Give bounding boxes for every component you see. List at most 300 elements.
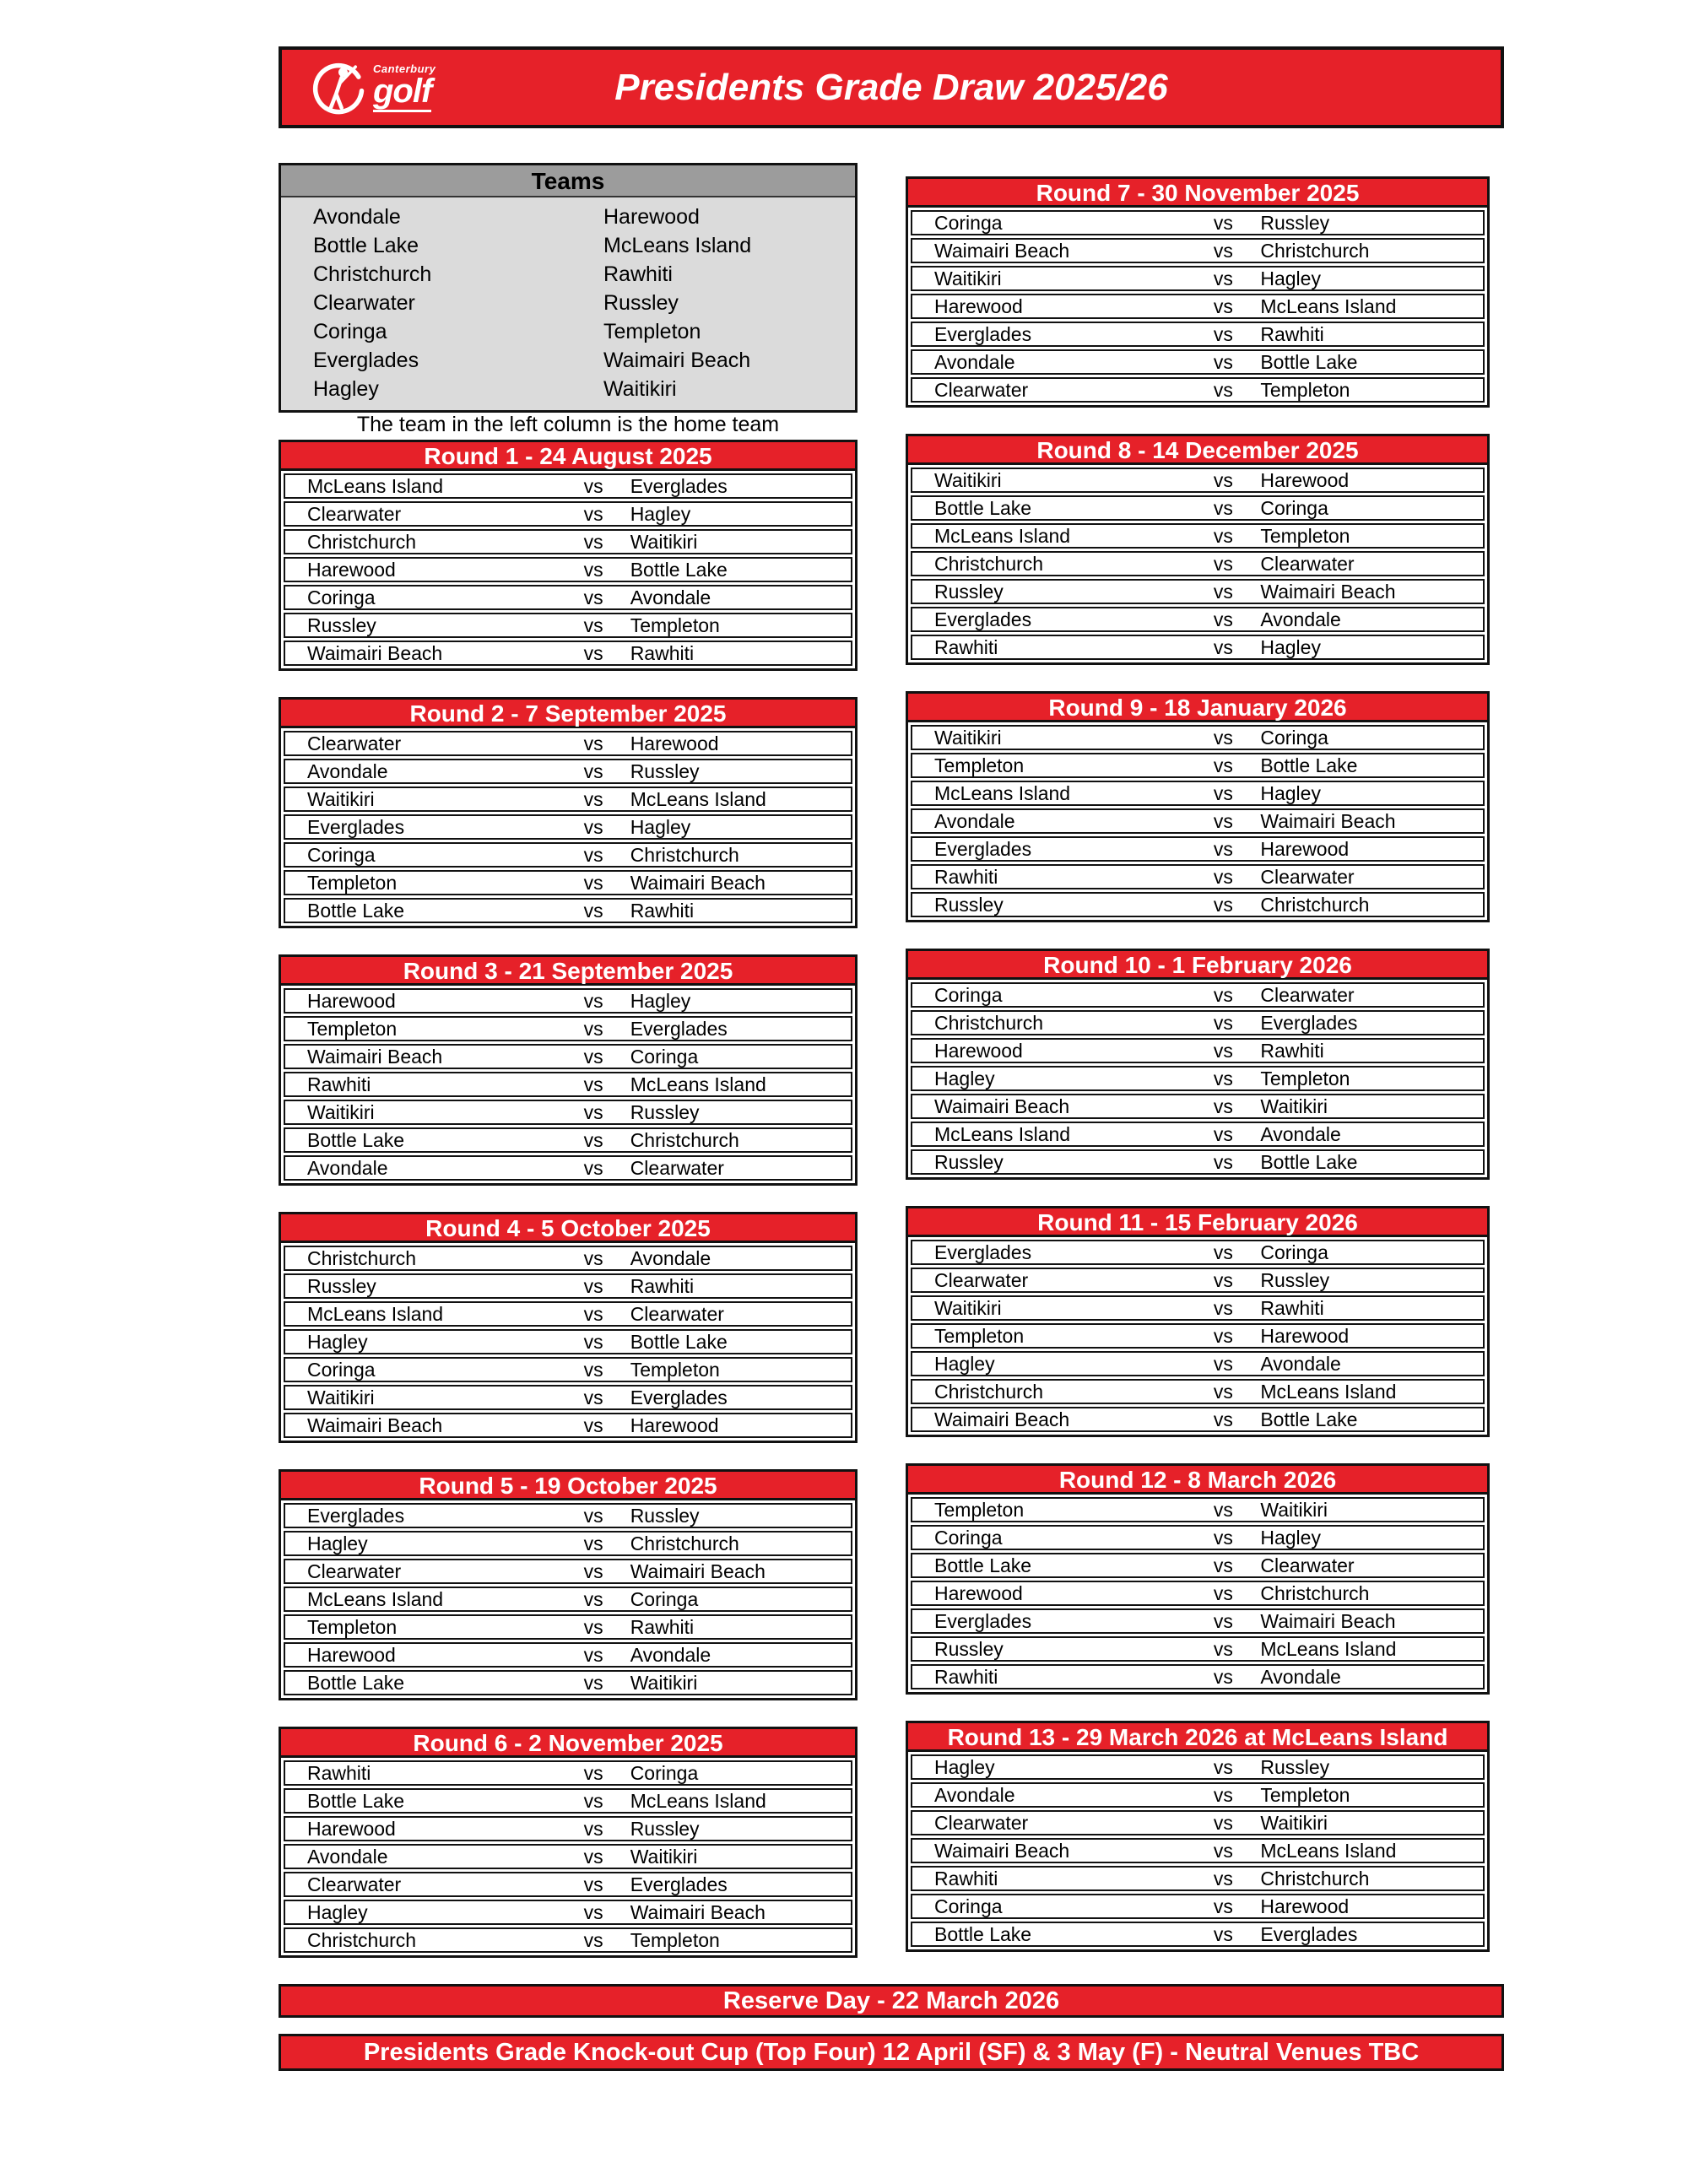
away-team: Coringa (1260, 1241, 1328, 1263)
fixture-row (911, 1010, 1485, 1035)
away-team: Templeton (630, 1359, 720, 1381)
away-team: Clearwater (1260, 984, 1355, 1006)
team-name: Rawhiti (603, 262, 673, 286)
fixture-row (911, 1553, 1485, 1578)
vs-label: vs (1213, 240, 1233, 262)
vs-label: vs (583, 1129, 603, 1151)
vs-label: vs (1213, 379, 1233, 401)
away-team: Templeton (1260, 525, 1350, 547)
away-team: Waimairi Beach (1260, 810, 1396, 832)
home-team: Templeton (307, 872, 398, 894)
team-name: Russley (603, 291, 679, 315)
home-team: McLeans Island (307, 1588, 444, 1610)
away-team: Everglades (630, 1873, 728, 1895)
vs-label: vs (1213, 727, 1233, 749)
away-team: Everglades (1260, 1923, 1358, 1945)
away-team: Hagley (1260, 782, 1321, 804)
home-team: Waimairi Beach (934, 1408, 1070, 1430)
home-team: Christchurch (307, 1247, 417, 1269)
vs-label: vs (1213, 581, 1233, 603)
vs-label: vs (1213, 1638, 1233, 1660)
fixture-row (911, 1122, 1485, 1147)
away-team: Coringa (630, 1588, 699, 1610)
fixture-row (911, 982, 1485, 1008)
round-table (279, 697, 858, 928)
home-team: Hagley (307, 1331, 368, 1353)
home-team: Christchurch (934, 1381, 1044, 1403)
round-header: Round 13 - 29 March 2026 at McLeans Island (908, 1723, 1487, 1752)
fixture-row (911, 1066, 1485, 1091)
home-team: McLeans Island (934, 1123, 1071, 1145)
round-header: Round 9 - 18 January 2026 (908, 694, 1487, 722)
fixture-row (911, 1608, 1485, 1634)
home-team: Everglades (307, 816, 405, 838)
vs-label: vs (1213, 1408, 1233, 1430)
away-team: Rawhiti (630, 642, 695, 664)
away-team: McLeans Island (630, 788, 766, 810)
home-team: Christchurch (934, 1012, 1044, 1034)
away-team: Russley (1260, 1269, 1330, 1291)
home-team: Bottle Lake (934, 1554, 1032, 1576)
fixture-row (284, 731, 852, 756)
vs-label: vs (583, 900, 603, 922)
away-team: Hagley (630, 503, 691, 525)
home-team: Waitikiri (934, 469, 1002, 491)
fixture-row (911, 238, 1485, 263)
away-team: Clearwater (1260, 1554, 1355, 1576)
away-team: Avondale (1260, 1353, 1341, 1375)
away-team: Harewood (1260, 1325, 1350, 1347)
home-team: Russley (934, 1151, 1004, 1173)
home-team: Waitikiri (934, 727, 1002, 749)
away-team: Rawhiti (1260, 1297, 1324, 1319)
away-team: Waitikiri (630, 1672, 698, 1694)
fixture-row (284, 870, 852, 895)
fixture-row (911, 1295, 1485, 1321)
away-team: Avondale (1260, 608, 1341, 630)
home-team: Avondale (307, 760, 388, 782)
vs-label: vs (583, 614, 603, 636)
away-team: Hagley (630, 816, 691, 838)
away-team: Waitikiri (630, 531, 698, 553)
home-team: Hagley (934, 1353, 995, 1375)
vs-label: vs (583, 559, 603, 581)
away-team: Bottle Lake (1260, 1151, 1358, 1173)
away-team: Christchurch (630, 1533, 739, 1554)
away-team: Waimairi Beach (1260, 1610, 1396, 1632)
teams-box (279, 163, 858, 413)
fixture-row (911, 1581, 1485, 1606)
fixture-row (911, 377, 1485, 403)
fixture-row (284, 1385, 852, 1410)
round-header: Round 3 - 21 September 2025 (281, 957, 855, 986)
vs-label: vs (1213, 1269, 1233, 1291)
away-team: Waitikiri (1260, 1812, 1328, 1834)
fixture-row (911, 1094, 1485, 1119)
round-fixtures (908, 982, 1487, 1177)
away-team: Hagley (1260, 1527, 1321, 1549)
vs-label: vs (583, 1157, 603, 1179)
round-header: Round 12 - 8 March 2026 (908, 1466, 1487, 1495)
home-team: Coringa (307, 587, 376, 608)
fixture-row (911, 1149, 1485, 1175)
vs-label: vs (1213, 469, 1233, 491)
vs-label: vs (583, 1588, 603, 1610)
fixture-row (911, 1268, 1485, 1293)
fixture-row (284, 842, 852, 868)
vs-label: vs (1213, 1527, 1233, 1549)
fixture-row (911, 1664, 1485, 1689)
fixture-row (911, 468, 1485, 493)
away-team: Rawhiti (1260, 1040, 1324, 1062)
away-team: Avondale (1260, 1123, 1341, 1145)
fixture-row (284, 613, 852, 638)
fixture-row (284, 1072, 852, 1097)
home-team: Clearwater (934, 379, 1029, 401)
teams-header: Teams (281, 165, 855, 197)
vs-label: vs (583, 642, 603, 664)
fixture-row (911, 1497, 1485, 1522)
away-team: Coringa (630, 1046, 699, 1068)
round-header: Round 6 - 2 November 2025 (281, 1729, 855, 1758)
vs-label: vs (583, 1046, 603, 1068)
away-team: Hagley (1260, 636, 1321, 658)
home-team: McLeans Island (934, 525, 1071, 547)
teams-list (281, 197, 855, 410)
fixture-row (284, 1413, 852, 1438)
fixture-row (284, 759, 852, 784)
vs-label: vs (583, 816, 603, 838)
home-team: Harewood (934, 1040, 1023, 1062)
round-fixtures (281, 1760, 855, 1955)
teams-note: The team in the left column is the home team (356, 413, 780, 436)
home-team: Waimairi Beach (307, 1414, 443, 1436)
fixture-row (284, 1503, 852, 1528)
vs-label: vs (583, 503, 603, 525)
vs-label: vs (1213, 1554, 1233, 1576)
away-team: Avondale (1260, 1666, 1341, 1688)
away-team: Waimairi Beach (630, 1901, 766, 1923)
round-table (906, 1721, 1490, 1952)
away-team: Templeton (1260, 379, 1350, 401)
vs-label: vs (1213, 497, 1233, 519)
home-team: Templeton (934, 754, 1025, 776)
away-team: McLeans Island (630, 1073, 766, 1095)
vs-label: vs (1213, 1151, 1233, 1173)
away-team: Waimairi Beach (630, 1560, 766, 1582)
vs-label: vs (583, 1505, 603, 1527)
fixture-row (911, 607, 1485, 632)
team-name: Harewood (603, 205, 700, 229)
fixture-row (284, 988, 852, 1014)
home-team: Clearwater (307, 503, 402, 525)
away-team: Christchurch (630, 1129, 739, 1151)
vs-label: vs (1213, 1297, 1233, 1319)
home-team: Everglades (934, 1610, 1032, 1632)
fixture-row (284, 1155, 852, 1181)
fixture-row (284, 1127, 852, 1153)
away-team: Rawhiti (630, 1616, 695, 1638)
vs-label: vs (1213, 1923, 1233, 1945)
home-team: Everglades (934, 608, 1032, 630)
home-team: Waimairi Beach (307, 1046, 443, 1068)
round-header: Round 5 - 19 October 2025 (281, 1472, 855, 1500)
vs-label: vs (583, 1387, 603, 1408)
fixture-row (284, 473, 852, 499)
home-team: Clearwater (934, 1812, 1029, 1834)
home-team: Clearwater (307, 1560, 402, 1582)
away-team: Waitikiri (1260, 1095, 1328, 1117)
round-table (906, 434, 1490, 665)
home-team: Avondale (934, 351, 1015, 373)
fixture-row (284, 1016, 852, 1041)
away-team: Bottle Lake (630, 1331, 728, 1353)
away-team: Rawhiti (1260, 323, 1324, 345)
away-team: Coringa (1260, 727, 1328, 749)
teams-right-column (568, 203, 855, 403)
fixture-row (284, 1788, 852, 1814)
home-team: Coringa (934, 1527, 1003, 1549)
vs-label: vs (1213, 810, 1233, 832)
round-fixtures (908, 210, 1487, 405)
team-name: Templeton (603, 320, 701, 343)
fixture-row (911, 781, 1485, 806)
away-team: Christchurch (1260, 1868, 1370, 1889)
vs-label: vs (583, 733, 603, 754)
away-team: Rawhiti (630, 900, 695, 922)
home-team: Russley (934, 1638, 1004, 1660)
fixture-row (284, 1816, 852, 1841)
round-fixtures (281, 1246, 855, 1441)
fixture-row (911, 753, 1485, 778)
away-team: Templeton (1260, 1784, 1350, 1806)
fixture-row (911, 892, 1485, 917)
vs-label: vs (583, 1247, 603, 1269)
round-header: Round 1 - 24 August 2025 (281, 442, 855, 471)
fixture-row (284, 529, 852, 554)
home-team: Waitikiri (934, 1297, 1002, 1319)
team-name: Avondale (313, 205, 401, 229)
vs-label: vs (583, 1929, 603, 1951)
round-table (279, 440, 858, 671)
fixture-row (911, 808, 1485, 834)
home-team: Clearwater (307, 1873, 402, 1895)
fixture-row (284, 1559, 852, 1584)
home-team: Avondale (934, 1784, 1015, 1806)
away-team: Christchurch (1260, 894, 1370, 916)
home-team: Russley (307, 1275, 376, 1297)
fixture-row (284, 1301, 852, 1327)
fixture-row (911, 551, 1485, 576)
home-team: Coringa (307, 1359, 376, 1381)
vs-label: vs (583, 872, 603, 894)
home-team: Waimairi Beach (934, 1095, 1070, 1117)
vs-label: vs (1213, 754, 1233, 776)
vs-label: vs (583, 587, 603, 608)
home-team: Hagley (307, 1533, 368, 1554)
away-team: Bottle Lake (1260, 1408, 1358, 1430)
away-team: Clearwater (630, 1157, 724, 1179)
header-banner (279, 46, 1504, 128)
vs-label: vs (583, 1762, 603, 1784)
away-team: Everglades (1260, 1012, 1358, 1034)
fixture-row (284, 1872, 852, 1897)
home-team: Rawhiti (934, 1666, 998, 1688)
vs-label: vs (583, 1672, 603, 1694)
round-fixtures (281, 1503, 855, 1698)
team-name: Hagley (313, 377, 379, 401)
away-team: Christchurch (1260, 240, 1370, 262)
vs-label: vs (583, 1275, 603, 1297)
home-team: Bottle Lake (307, 1129, 405, 1151)
home-team: Templeton (307, 1616, 398, 1638)
fixture-row (911, 1810, 1485, 1835)
fixture-row (911, 1240, 1485, 1265)
fixture-row (911, 836, 1485, 862)
fixture-row (284, 1670, 852, 1695)
home-team: Harewood (307, 990, 396, 1012)
home-team: Bottle Lake (307, 900, 405, 922)
vs-label: vs (1213, 1666, 1233, 1688)
team-name: McLeans Island (603, 234, 752, 257)
vs-label: vs (1213, 782, 1233, 804)
vs-label: vs (1213, 1095, 1233, 1117)
round-table (279, 1727, 858, 1958)
fixture-row (284, 1844, 852, 1869)
team-name: Clearwater (313, 291, 415, 315)
home-team: Rawhiti (934, 866, 998, 888)
away-team: McLeans Island (630, 1790, 766, 1812)
away-team: Waimairi Beach (630, 872, 766, 894)
fixture-row (911, 1379, 1485, 1404)
vs-label: vs (583, 990, 603, 1012)
vs-label: vs (1213, 1381, 1233, 1403)
fixture-row (911, 1038, 1485, 1063)
away-team: Avondale (630, 587, 711, 608)
vs-label: vs (583, 1414, 603, 1436)
home-team: Templeton (934, 1325, 1025, 1347)
round-table (279, 954, 858, 1186)
away-team: Templeton (1260, 1068, 1350, 1089)
home-team: Waitikiri (934, 268, 1002, 289)
vs-label: vs (583, 760, 603, 782)
away-team: Russley (630, 1101, 700, 1123)
vs-label: vs (583, 1018, 603, 1040)
fixture-row (284, 1273, 852, 1299)
vs-label: vs (1213, 838, 1233, 860)
home-team: Christchurch (934, 553, 1044, 575)
away-team: Everglades (630, 1018, 728, 1040)
logo-brand-main: golf (373, 74, 431, 112)
vs-label: vs (1213, 1353, 1233, 1375)
away-team: Harewood (1260, 1895, 1350, 1917)
away-team: Templeton (630, 614, 720, 636)
vs-label: vs (583, 1818, 603, 1840)
vs-label: vs (1213, 1868, 1233, 1889)
away-team: Avondale (630, 1644, 711, 1666)
away-team: McLeans Island (1260, 1381, 1397, 1403)
away-team: Harewood (630, 733, 719, 754)
fixture-row (284, 1760, 852, 1786)
home-team: Christchurch (307, 1929, 417, 1951)
round-header: Round 7 - 30 November 2025 (908, 179, 1487, 208)
vs-label: vs (1213, 1068, 1233, 1089)
home-team: Coringa (934, 1895, 1003, 1917)
vs-label: vs (583, 1644, 603, 1666)
vs-label: vs (583, 1303, 603, 1325)
home-team: Rawhiti (934, 1868, 998, 1889)
fixture-row (911, 294, 1485, 319)
vs-label: vs (1213, 1012, 1233, 1034)
round-fixtures (908, 1240, 1487, 1435)
vs-label: vs (583, 788, 603, 810)
away-team: Waitikiri (1260, 1499, 1328, 1521)
fixture-row (284, 1614, 852, 1640)
round-header: Round 11 - 15 February 2026 (908, 1208, 1487, 1237)
fixture-row (284, 1642, 852, 1668)
round-header: Round 2 - 7 September 2025 (281, 700, 855, 728)
round-header: Round 10 - 1 February 2026 (908, 951, 1487, 980)
home-team: Harewood (934, 295, 1023, 317)
fixture-row (911, 635, 1485, 660)
away-team: Harewood (1260, 469, 1350, 491)
vs-label: vs (583, 1560, 603, 1582)
team-name: Everglades (313, 349, 419, 372)
round-fixtures (281, 988, 855, 1183)
fixture-row (911, 1323, 1485, 1349)
round-table (906, 1206, 1490, 1437)
vs-label: vs (1213, 212, 1233, 234)
fixture-row (284, 898, 852, 923)
home-team: Hagley (934, 1756, 995, 1778)
fixture-row (911, 1636, 1485, 1662)
fixture-row (284, 1044, 852, 1069)
away-team: Russley (630, 1818, 700, 1840)
vs-label: vs (1213, 268, 1233, 289)
away-team: Clearwater (630, 1303, 724, 1325)
away-team: Russley (1260, 212, 1330, 234)
home-team: Everglades (934, 1241, 1032, 1263)
home-team: Bottle Lake (307, 1790, 405, 1812)
home-team: Avondale (934, 810, 1015, 832)
vs-label: vs (1213, 1582, 1233, 1604)
home-team: Russley (934, 894, 1004, 916)
home-team: Bottle Lake (934, 1923, 1032, 1945)
vs-label: vs (1213, 553, 1233, 575)
home-team: Waitikiri (307, 1387, 375, 1408)
home-team: Hagley (307, 1901, 368, 1923)
fixture-row (911, 1407, 1485, 1432)
vs-label: vs (1213, 323, 1233, 345)
home-team: Rawhiti (307, 1073, 371, 1095)
fixture-row (284, 1927, 852, 1953)
home-team: Rawhiti (307, 1762, 371, 1784)
fixture-row (911, 1782, 1485, 1808)
away-team: Templeton (630, 1929, 720, 1951)
rounds-right-column (906, 176, 1490, 1978)
fixture-row (911, 1922, 1485, 1947)
fixture-row (911, 1894, 1485, 1919)
fixture-row (284, 501, 852, 527)
round-table (906, 176, 1490, 408)
round-table (279, 1469, 858, 1700)
fixture-row (284, 1329, 852, 1354)
round-fixtures (908, 725, 1487, 920)
home-team: Hagley (934, 1068, 995, 1089)
vs-label: vs (583, 531, 603, 553)
round-fixtures (908, 1754, 1487, 1949)
fixture-row (911, 1866, 1485, 1891)
